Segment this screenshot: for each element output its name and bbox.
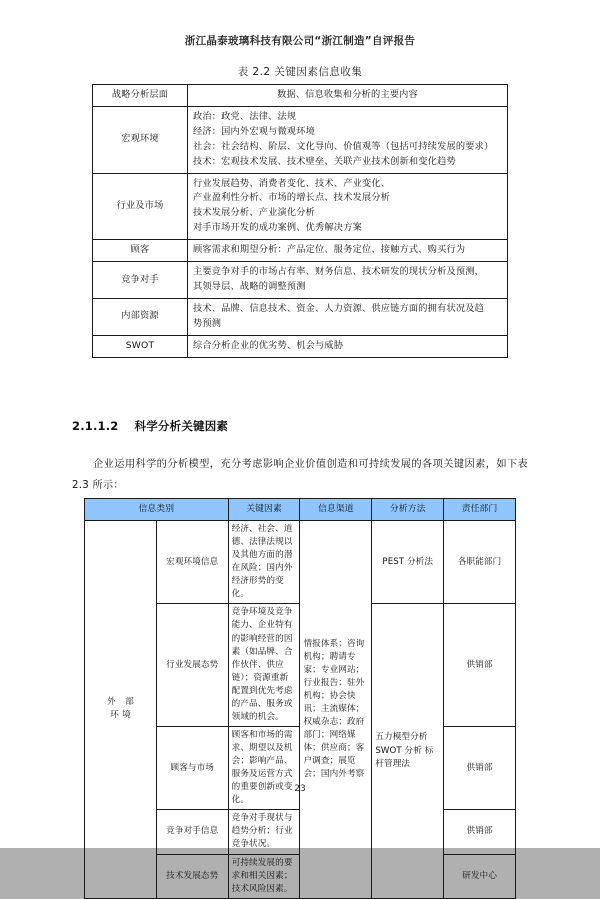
category-line-2: 环境 <box>110 710 135 721</box>
section-heading <box>72 418 228 434</box>
table-row <box>93 173 508 240</box>
table-23-dept: 供销部 <box>444 726 516 809</box>
table-22-label: 顾客 <box>93 240 188 262</box>
table-row-header <box>85 499 516 521</box>
table-22-label: 行业及市场 <box>93 173 188 240</box>
table-23-method-rest: 五力模型分析 SWOT 分析 标杆管理法 <box>372 604 444 898</box>
table-22-header-content: 数据、信息收集和分析的主要内容 <box>188 85 508 107</box>
table-row <box>93 335 508 357</box>
table-22-content <box>188 106 508 173</box>
table-22-content <box>188 298 508 335</box>
table-row <box>93 106 508 173</box>
cell-line: 技术、品牌、信息技术、资金、人力资源、供应链方面的拥有状况及趋 <box>193 302 485 314</box>
cell-line: 顾客需求和期望分析：产品定位、服务定位、接触方式、购买行为 <box>193 244 466 256</box>
table-22-label: 竞争对手 <box>93 262 188 299</box>
table-23-dept: 研发中心 <box>444 854 516 898</box>
table-22-body <box>93 85 508 358</box>
table-row-header <box>93 85 508 107</box>
table-23-header-keyfactor: 关键因素 <box>228 499 300 521</box>
cell-line: 经济：国内外宏观与微观环境 <box>193 125 316 137</box>
table-23-subcategory: 顾客与市场 <box>156 726 228 809</box>
table-23-subcategory: 竞争对手信息 <box>156 810 228 854</box>
table-row <box>93 298 508 335</box>
table-23-dept: 供销部 <box>444 810 516 854</box>
table-23-category <box>85 521 157 899</box>
section-title: 科学分析关键因素 <box>134 419 229 433</box>
cell-line: 主要竞争对手的市场占有率、财务信息、技术研发的现状分析及预测， <box>193 266 485 278</box>
cell-line: 其领导层、战略的调整预测 <box>193 280 306 292</box>
table-22-label: 宏观环境 <box>93 106 188 173</box>
table-row <box>93 262 508 299</box>
table-23-channels: 情报体系；咨询机构；聘请专家；专业网站；行业报告；驻外机构；协会快讯；主流媒体；权威杂志；政府部门；网络媒体；供应商；客户调查；展览会；国内外考察 <box>300 521 372 899</box>
cell-line: 技术：宏观技术发展、技术壁垒、关联产业技术创新和变化趋势 <box>193 155 456 167</box>
table-22 <box>92 84 508 358</box>
cell-line: 社会：社会结构、阶层、文化导向、价值观等（包括可持续发展的要求） <box>193 140 494 152</box>
table-22-content <box>188 240 508 262</box>
table-23-header-method: 分析方法 <box>372 499 444 521</box>
table-22-content <box>188 173 508 240</box>
table-22-label: 内部资源 <box>93 298 188 335</box>
table-23-keyfactor: 经济、社会、道德、法律法规以及其他方面的潜在风险；国内外经济形势的变化。 <box>228 521 300 604</box>
running-header: 浙江晶泰玻璃科技有限公司“浙江制造”自评报告 <box>184 35 416 47</box>
table-23-subcategory: 宏观环境信息 <box>156 521 228 604</box>
table-23-keyfactor: 竞争对手现状与趋势分析；行业竞争状况。 <box>228 810 300 854</box>
cell-line: 对手市场开发的成功案例、优秀解决方案 <box>193 222 362 234</box>
table-23-header-channel: 信息渠道 <box>300 499 372 521</box>
table-23-header-category: 信息类别 <box>85 499 229 521</box>
section-paragraph: 企业运用科学的分析模型，充分考虑影响企业价值创造和可持续发展的各项关键因素，如下表 2.3 所示： <box>72 459 528 491</box>
table-23-dept: 各职能部门 <box>444 521 516 604</box>
table-row <box>93 240 508 262</box>
table-23-method-first: PEST 分析法 <box>372 521 444 604</box>
cell-line: 技术发展分析、产业演化分析 <box>193 207 316 219</box>
table-23-keyfactor: 竞争环境及竞争能力、企业特有的影响经营的因素（如品牌、合作伙伴、供应链）；资源重新配置到优先考虑的产品、服务或领域的机会。 <box>228 604 300 727</box>
table-22-content <box>188 262 508 299</box>
table-23 <box>84 498 516 899</box>
table-22-caption: 表 2.2 关键因素信息收集 <box>237 66 363 78</box>
table-22-content <box>188 335 508 357</box>
cell-line: 势预测 <box>193 317 222 329</box>
section-number: 2.1.1.2 <box>72 419 119 433</box>
table-23-header-dept: 责任部门 <box>444 499 516 521</box>
table-23-subcategory: 行业发展态势 <box>156 604 228 727</box>
table-row <box>85 521 516 604</box>
cell-line: 产业盈利性分析、市场的增长点、技术发展分析 <box>193 192 391 204</box>
table-23-body <box>85 499 516 899</box>
table-23-dept: 供销部 <box>444 604 516 727</box>
table-23-keyfactor: 可持续发展的要求和相关因素；技术风险因素。 <box>228 854 300 898</box>
page-number: 23 <box>294 784 306 794</box>
category-line-1: 外 部 <box>106 697 138 708</box>
cell-line: 行业发展趋势、消费者变化、技术、产业变化、 <box>193 177 391 189</box>
table-23-subcategory: 技术发展态势 <box>156 854 228 898</box>
cell-line: 综合分析企业的优劣势、机会与威胁 <box>193 339 344 351</box>
table-22-header-layer: 战略分析层面 <box>93 85 188 107</box>
table-23-keyfactor: 顾客和市场的需求、期望以及机会；影响产品、服务及运营方式的重要创新或变化。 <box>228 726 300 809</box>
cell-line: 政治：政党、法律、法规 <box>193 110 297 122</box>
table-22-label: SWOT <box>93 335 188 357</box>
